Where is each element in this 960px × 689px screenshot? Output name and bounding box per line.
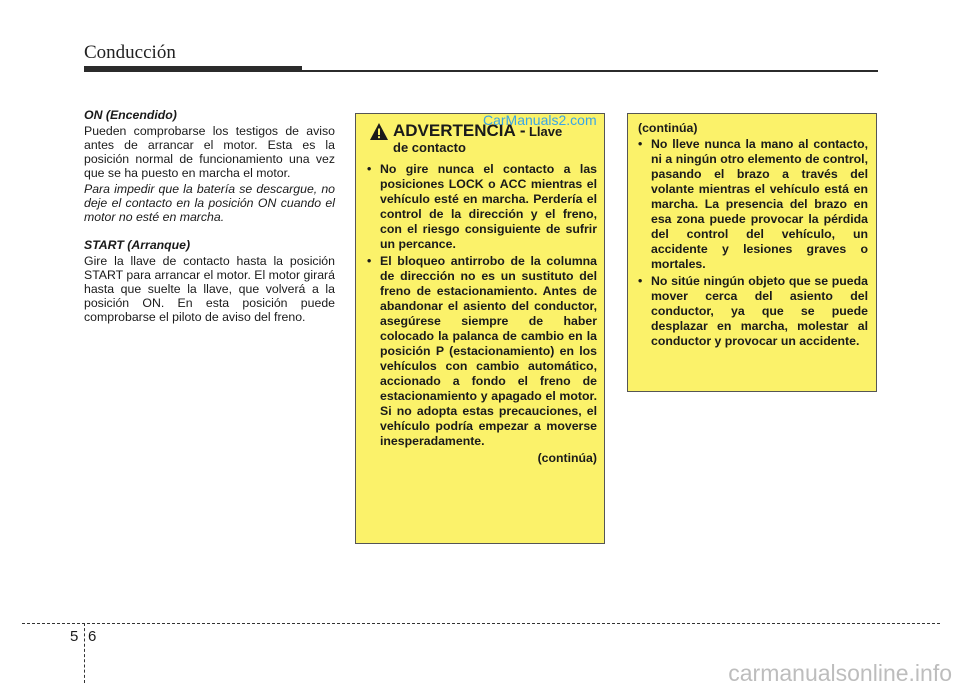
- left-column: [84, 108, 335, 324]
- footer-dashed-rule: [22, 623, 940, 624]
- warning-triangle-icon: [369, 122, 389, 142]
- list-item: • No sitúe ningún objeto que se pueda mover cerca del asiento del conductor, ya que se puede desplazar en marcha, molestar al conductor y provocar un accidente.: [638, 274, 868, 349]
- warning-box-continued: [627, 113, 877, 392]
- warning-box: [355, 113, 605, 544]
- list-item: • El bloqueo antirrobo de la columna de dirección no es un sustituto del freno de estacionamiento. Antes de abandonar el asiento del conductor, asegúrese siempre de haber colocado la palanca de cambio en la posición P (estacionamiento) en los vehículos con cambio automático, accionado a fondo el freno de estacionamiento y apagado el motor. Si no adopta estas precauciones, el vehículo podría empezar a moverse inesperadamente.: [367, 254, 597, 449]
- list-item: • No lleve nunca la mano al contacto, ni a ningún otro elemento de control, pasando el brazo a través del volante mientras el vehículo está en marcha. La presencia del brazo en esa zona puede provocar la pérdida del control del vehículo, un accidente y lesiones graves o mortales.: [638, 137, 868, 272]
- continued-label-top: (continúa): [638, 121, 698, 135]
- footer-dashed-divider: [84, 623, 85, 683]
- page-number-page: 6: [88, 628, 97, 645]
- paragraph-on: Pueden comprobarse los testigos de aviso antes de arrancar el motor. Esta es la posición normal de funcionamiento una vez que se ha puesto en marcha el motor.: [84, 124, 335, 180]
- warning-subtitle-b: de contacto: [393, 140, 466, 155]
- header-rule-thin: [302, 70, 878, 72]
- warning-subtitle-a: Llave: [528, 124, 563, 139]
- footer-watermark: carmanualsonline.info: [728, 660, 952, 686]
- paragraph-start: Gire la llave de contacto hasta la posición START para arrancar el motor. El motor girará hasta que suelte la llave, que volverá a la posición ON. En esta posición puede comprobarse el piloto de aviso del freno.: [84, 254, 335, 324]
- header-rule-thick: [84, 66, 302, 72]
- section-heading-on: ON (Encendido): [84, 108, 177, 122]
- paragraph-on-note: Para impedir que la batería se descargue, no deje el contacto en la posición ON cuando el motor no esté en marcha.: [84, 182, 335, 224]
- watermark-link[interactable]: CarManuals2.com: [483, 112, 597, 128]
- continued-label: (continúa): [537, 451, 597, 465]
- list-item: • No gire nunca el contacto a las posiciones LOCK o ACC mientras el vehículo esté en marcha. Perdería el control de la dirección y el freno, con el riesgo consiguiente de sufrir un percance.: [367, 162, 597, 252]
- page-header-title: Conducción: [84, 42, 176, 63]
- page-number-chapter: 5: [70, 628, 79, 645]
- warning-list: [367, 162, 597, 449]
- warning-list-continued: [638, 137, 868, 349]
- section-heading-start: START (Arranque): [84, 238, 191, 252]
- warning-title: ADVERTENCIA -: [393, 121, 526, 140]
